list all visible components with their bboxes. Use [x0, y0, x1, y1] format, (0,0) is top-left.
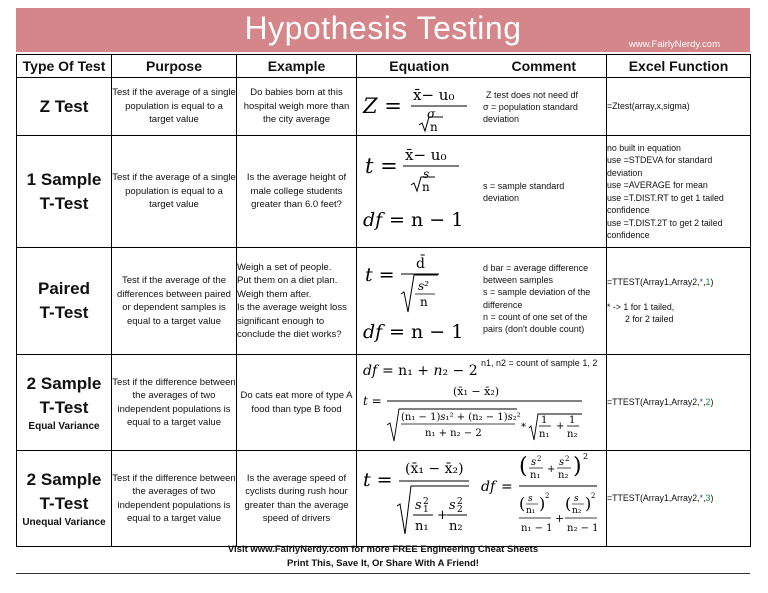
- hypothesis-table: [16, 54, 751, 547]
- excel-line: [607, 492, 750, 505]
- excel-line: use =T.DIST.RT to get 1 tailed: [607, 192, 724, 203]
- test-type-line: T-Test: [39, 493, 89, 513]
- svg-text:s²: s²: [418, 279, 429, 293]
- svg-text:2: 2: [545, 492, 550, 500]
- svg-text:(x̄₁ − x̄₂): (x̄₁ − x̄₂): [453, 385, 500, 398]
- excel-close: ): [710, 277, 714, 288]
- svg-text:+: +: [555, 512, 565, 525]
- excel-separator: ,: [703, 397, 706, 408]
- header-purpose: Purpose: [112, 55, 237, 78]
- header-example: Example: [237, 55, 357, 78]
- comment-line: σ = population standard: [483, 102, 578, 113]
- svg-text:d̄: d̄: [416, 256, 425, 272]
- equation-cell: [357, 78, 607, 136]
- svg-text:t =: t =: [363, 394, 382, 408]
- test-type: [17, 451, 112, 547]
- equation-cell: [357, 355, 607, 451]
- svg-text:x̄− u₀: x̄− u₀: [413, 86, 455, 104]
- header-equation: Equation: [389, 58, 450, 74]
- type-number: 1: [705, 277, 711, 288]
- svg-text:n₁: n₁: [539, 429, 550, 440]
- excel-cell: [607, 136, 751, 248]
- header-row: [17, 55, 751, 78]
- svg-text:2: 2: [565, 455, 570, 463]
- svg-text:s: s: [423, 167, 430, 181]
- test-type-line: T-Test: [39, 303, 89, 322]
- test-type-line: Paired: [38, 279, 90, 298]
- example-cell: Is the average speed of cyclists during rush hour greater than the average speed of drivers: [237, 451, 357, 547]
- footer: [16, 543, 750, 571]
- footer-line: Print This, Save It, Or Share With A Friend!: [287, 558, 479, 569]
- comment-line: s = sample deviation of the: [483, 287, 591, 298]
- test-type-line: 2 Sample: [26, 469, 102, 489]
- svg-text:s: s: [559, 457, 565, 468]
- svg-text:1: 1: [569, 415, 576, 426]
- footer-divider: [16, 573, 750, 574]
- example-cell: Do babies born at this hospital weigh more than the city average: [237, 78, 357, 136]
- excel-line: confidence: [607, 230, 650, 240]
- svg-text:n₁ + n₂ − 2: n₁ + n₂ − 2: [425, 428, 482, 439]
- purpose-cell: Test if the difference between the averages of two independent populations is equal to a target value: [112, 451, 237, 547]
- example-line: significant enough to: [237, 315, 325, 327]
- excel-line: [607, 396, 750, 409]
- table-row: [17, 355, 751, 451]
- excel-line: use =AVERAGE for mean: [607, 180, 708, 190]
- example-cell: Is the average height of male college students greater than 6.0 feet?: [237, 136, 357, 248]
- svg-text:s: s: [415, 498, 422, 513]
- svg-text:): ): [585, 494, 592, 513]
- test-subtype: Equal Variance: [28, 420, 100, 432]
- table-row: [17, 248, 751, 355]
- svg-text:s: s: [449, 498, 456, 513]
- comment-line: pairs (don't double count): [483, 324, 585, 335]
- svg-text:n₂: n₂: [572, 506, 582, 516]
- svg-text:n₂: n₂: [449, 519, 463, 534]
- comment-cell: [483, 89, 578, 126]
- type-number: 2: [705, 397, 711, 408]
- excel-line: deviation: [607, 167, 643, 178]
- svg-text:): ): [539, 494, 546, 513]
- excel-line: use =STDEVA for standard: [607, 155, 713, 165]
- svg-text:t =: t =: [365, 154, 398, 178]
- test-type: [17, 78, 112, 136]
- table-row: [17, 451, 751, 547]
- test-type-line: 1 Sample: [26, 169, 102, 189]
- excel-cell: [607, 355, 751, 451]
- comment-line: n1, n2 = count of sample 1, 2: [481, 358, 598, 368]
- example-line: Weigh a set of people.: [237, 261, 332, 273]
- test-type: [17, 136, 112, 248]
- tail-placeholder: *: [699, 493, 704, 504]
- svg-text:x̄− u₀: x̄− u₀: [405, 146, 447, 164]
- excel-close: ): [710, 397, 714, 408]
- svg-text:df: df: [363, 209, 383, 231]
- svg-text:= n − 1: = n − 1: [389, 321, 464, 343]
- header-equation-comment: [357, 55, 607, 78]
- type-number: 3: [705, 493, 711, 504]
- svg-text:+: +: [437, 508, 448, 523]
- excel-cell: [607, 78, 751, 136]
- example-line: Weigh them after.: [237, 288, 312, 300]
- test-type-line: T-Test: [39, 193, 89, 213]
- excel-line: confidence: [607, 205, 650, 215]
- svg-text:n₁ − 1: n₁ − 1: [521, 523, 553, 534]
- excel-line: no built in equation: [607, 142, 681, 153]
- svg-text:(: (: [519, 454, 528, 479]
- comment-line: deviation: [483, 114, 520, 125]
- svg-text:): ): [573, 454, 582, 479]
- test-type: [17, 355, 112, 451]
- svg-text:2: 2: [591, 492, 596, 500]
- equation-cell: [357, 451, 607, 547]
- svg-text:+: +: [556, 421, 565, 432]
- site-url: www.FairlyNerdy.com: [628, 39, 720, 50]
- equation-cell: [357, 248, 607, 355]
- svg-text:2: 2: [537, 455, 542, 463]
- excel-text: =TTEST(Array1,Array2,: [607, 277, 700, 288]
- comment-cell: [483, 180, 564, 204]
- svg-text:*: *: [521, 422, 526, 433]
- example-cell: [237, 248, 357, 355]
- comment-cell: [483, 262, 590, 335]
- tail-note: 2 for 2 tailed: [625, 314, 674, 325]
- comment-cell: [481, 357, 597, 369]
- svg-text:n₂: n₂: [558, 470, 569, 481]
- table-row: [17, 78, 751, 136]
- one-sample-t-equation: [357, 136, 607, 247]
- svg-text:n: n: [422, 180, 430, 194]
- svg-text:2: 2: [457, 497, 463, 507]
- table-row: [17, 136, 751, 248]
- svg-text:t =: t =: [365, 264, 395, 286]
- title-banner: [16, 8, 750, 52]
- example-line: conclude the diet works?: [237, 329, 342, 340]
- svg-text:s: s: [528, 494, 533, 504]
- svg-text:n₁: n₁: [526, 506, 536, 516]
- page-title: Hypothesis Testing: [244, 10, 522, 46]
- example-cell: Do cats eat more of type A food than type B food: [237, 355, 357, 451]
- svg-text:n: n: [420, 295, 428, 309]
- svg-text:n₁: n₁: [530, 470, 541, 481]
- svg-text:σ: σ: [427, 107, 436, 121]
- example-line: Is the average weight loss: [237, 302, 347, 313]
- svg-text:s: s: [531, 457, 537, 468]
- svg-text:(n₁ − 1)s₁² + (n₂ − 1)s₂²: (n₁ − 1)s₁² + (n₂ − 1)s₂²: [401, 412, 521, 423]
- comment-line: n = count of one set of the: [483, 311, 588, 322]
- svg-text:=: =: [501, 479, 513, 495]
- excel-line: [607, 276, 750, 289]
- excel-close: ): [710, 493, 714, 504]
- header-comment: Comment: [511, 58, 577, 74]
- svg-text:t =: t =: [363, 469, 393, 491]
- tail-placeholder: *: [699, 277, 704, 288]
- svg-text:df: df: [481, 479, 496, 495]
- svg-text:n₂: n₂: [567, 429, 578, 440]
- purpose-cell: Test if the average of the differences between paired or dependent samples is equal to a target value: [112, 248, 237, 355]
- excel-cell: [607, 451, 751, 547]
- svg-text:= n₁ + n₂ − 2: = n₁ + n₂ − 2: [382, 363, 478, 379]
- svg-text:= n − 1: = n − 1: [389, 209, 464, 231]
- svg-text:+: +: [547, 464, 556, 475]
- svg-text:(: (: [519, 494, 526, 513]
- test-type: [17, 248, 112, 355]
- test-type-line: T-Test: [39, 397, 89, 417]
- svg-text:2: 2: [423, 497, 429, 507]
- svg-text:1: 1: [541, 415, 548, 426]
- svg-text:Z =: Z =: [363, 94, 402, 118]
- comment-line: d bar = average difference: [483, 263, 589, 273]
- comment-line: s = sample standard: [483, 181, 565, 191]
- purpose-cell: Test if the difference between the averages of two independent populations is equal to a target value: [112, 355, 237, 451]
- excel-text: =TTEST(Array1,Array2,: [607, 397, 700, 408]
- excel-separator: ,: [703, 493, 706, 504]
- comment-line: difference: [483, 299, 523, 310]
- excel-separator: ,: [703, 277, 706, 288]
- excel-text: =TTEST(Array1,Array2,: [607, 493, 700, 504]
- svg-text:df: df: [363, 321, 383, 343]
- comment-line: deviation: [483, 193, 520, 204]
- footer-line: Visit www.FairlyNerdy.com for more FREE Engineering Cheat Sheets: [227, 544, 539, 555]
- test-type-label: Z Test: [39, 96, 89, 116]
- purpose-cell: Test if the average of a single population is equal to a target value: [112, 78, 237, 136]
- svg-text:s: s: [574, 494, 579, 504]
- equation-cell: [357, 136, 607, 248]
- excel-line: use =T.DIST.2T to get 2 tailed: [607, 217, 723, 228]
- header-type: Type Of Test: [17, 55, 112, 78]
- comment-line: Z test does not need df: [486, 90, 579, 100]
- tail-note: * -> 1 for 1 tailed,: [607, 301, 675, 312]
- svg-text:df: df: [363, 363, 378, 379]
- tail-placeholder: *: [699, 397, 704, 408]
- two-sample-unequal-equation: [357, 451, 607, 546]
- svg-text:(: (: [565, 494, 572, 513]
- comment-line: between samples: [483, 275, 554, 286]
- svg-text:n₁: n₁: [415, 519, 429, 534]
- svg-text:2: 2: [457, 505, 463, 515]
- svg-text:2: 2: [583, 452, 589, 461]
- test-type-line: 2 Sample: [26, 373, 102, 393]
- excel-cell: [607, 248, 751, 355]
- svg-text:n: n: [430, 120, 438, 134]
- excel-line: =Ztest(array,x,sigma): [607, 101, 690, 112]
- header-excel: Excel Function: [607, 55, 751, 78]
- test-subtype: Unequal Variance: [22, 516, 106, 528]
- svg-text:n₂ − 1: n₂ − 1: [567, 523, 599, 534]
- example-line: Put them on a diet plan.: [237, 275, 338, 286]
- svg-text:(x̄₁ − x̄₂): (x̄₁ − x̄₂): [405, 461, 464, 477]
- purpose-cell: Test if the average of a single population is equal to a target value: [112, 136, 237, 248]
- two-sample-equal-equation: [357, 355, 607, 450]
- svg-text:1: 1: [423, 505, 429, 515]
